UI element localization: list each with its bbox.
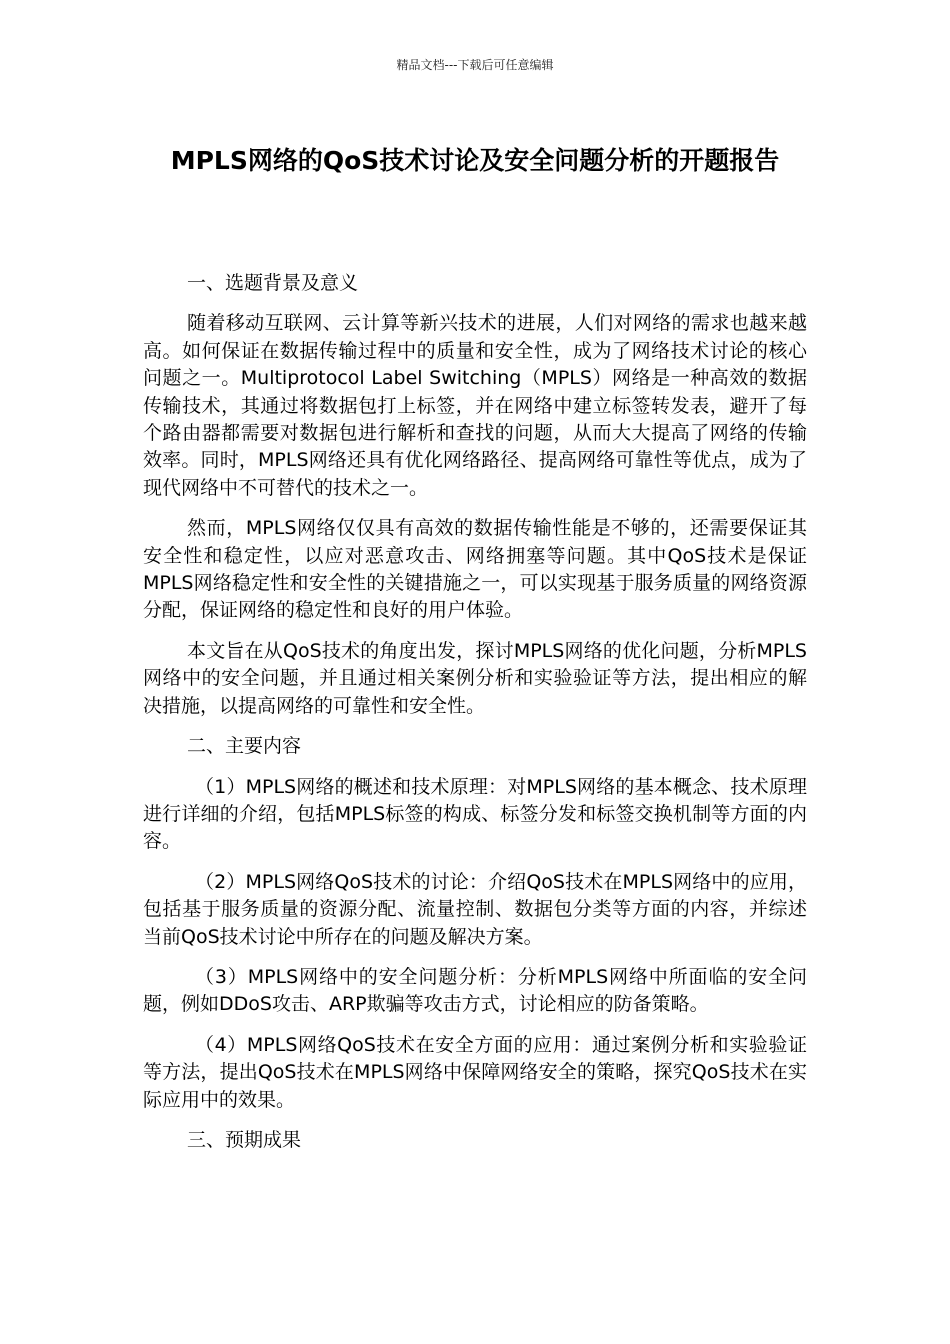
document-title: MPLS网络的QoS技术讨论及安全问题分析的开题报告	[170, 146, 780, 175]
section-heading-results: 三、预期成果	[187, 1128, 302, 1151]
section-heading-background: 一、选题背景及意义	[187, 272, 359, 294]
document-body	[143, 270, 807, 1167]
header-note: 精品文档---下载后可任意编辑	[396, 58, 554, 72]
paragraph-background-2: 然而，MPLS网络仅仅具有高效的数据传输性能是不够的，还需要保证其安全性和稳定性，以应对恶意攻击、网络拥塞等问题。其中QoS技术是保证MPLS网络稳定性和安全性的关键措施之一，可以实现基于服务质量的网络资源分配，保证网络的稳定性和良好的用户体验。	[143, 517, 807, 622]
paragraph-background-1: 随着移动互联网、云计算等新兴技术的进展，人们对网络的需求也越来越高。如何保证在数据传输过程中的质量和安全性，成为了网络技术讨论的核心问题之一。Multiprotocol Label Switching（MPLS）网络是一种高效的数据传输技术，其通过将数据包打上标签，并在网络中建立标签转发表，避开了每个路由器都需要对数据包进行解析和查找的问题，从而大大提高了网络的传输效率。同时，MPLS网络还具有优化网络路径、提高网络可靠性等优点，成为了现代网络中不可替代的技术之一。	[143, 312, 807, 499]
content-item-1: （1）MPLS网络的概述和技术原理：对MPLS网络的基本概念、技术原理进行详细的介绍，包括MPLS标签的构成、标签分发和标签交换机制等方面的内容。	[143, 775, 807, 853]
section-heading-content: 二、主要内容	[187, 735, 302, 758]
content-item-4: （4）MPLS网络QoS技术在安全方面的应用：通过案例分析和实验验证等方法，提出QoS技术在MPLS网络中保障网络安全的策略，探究QoS技术在实际应用中的效果。	[143, 1033, 807, 1111]
content-item-3: （3）MPLS网络中的安全问题分析：分析MPLS网络中所面临的安全问题，例如DDoS攻击、ARP欺骗等攻击方式，讨论相应的防备策略。	[143, 965, 807, 1016]
content-item-2: （2）MPLS网络QoS技术的讨论：介绍QoS技术在MPLS网络中的应用，包括基于服务质量的资源分配、流量控制、数据包分类等方面的内容，并综述当前QoS技术讨论中所存在的问题及解决方案。	[143, 870, 807, 948]
paragraph-background-3: 本文旨在从QoS技术的角度出发，探讨MPLS网络的优化问题，分析MPLS网络中的安全问题，并且通过相关案例分析和实验验证等方法，提出相应的解决措施，以提高网络的可靠性和安全性。	[143, 639, 807, 717]
